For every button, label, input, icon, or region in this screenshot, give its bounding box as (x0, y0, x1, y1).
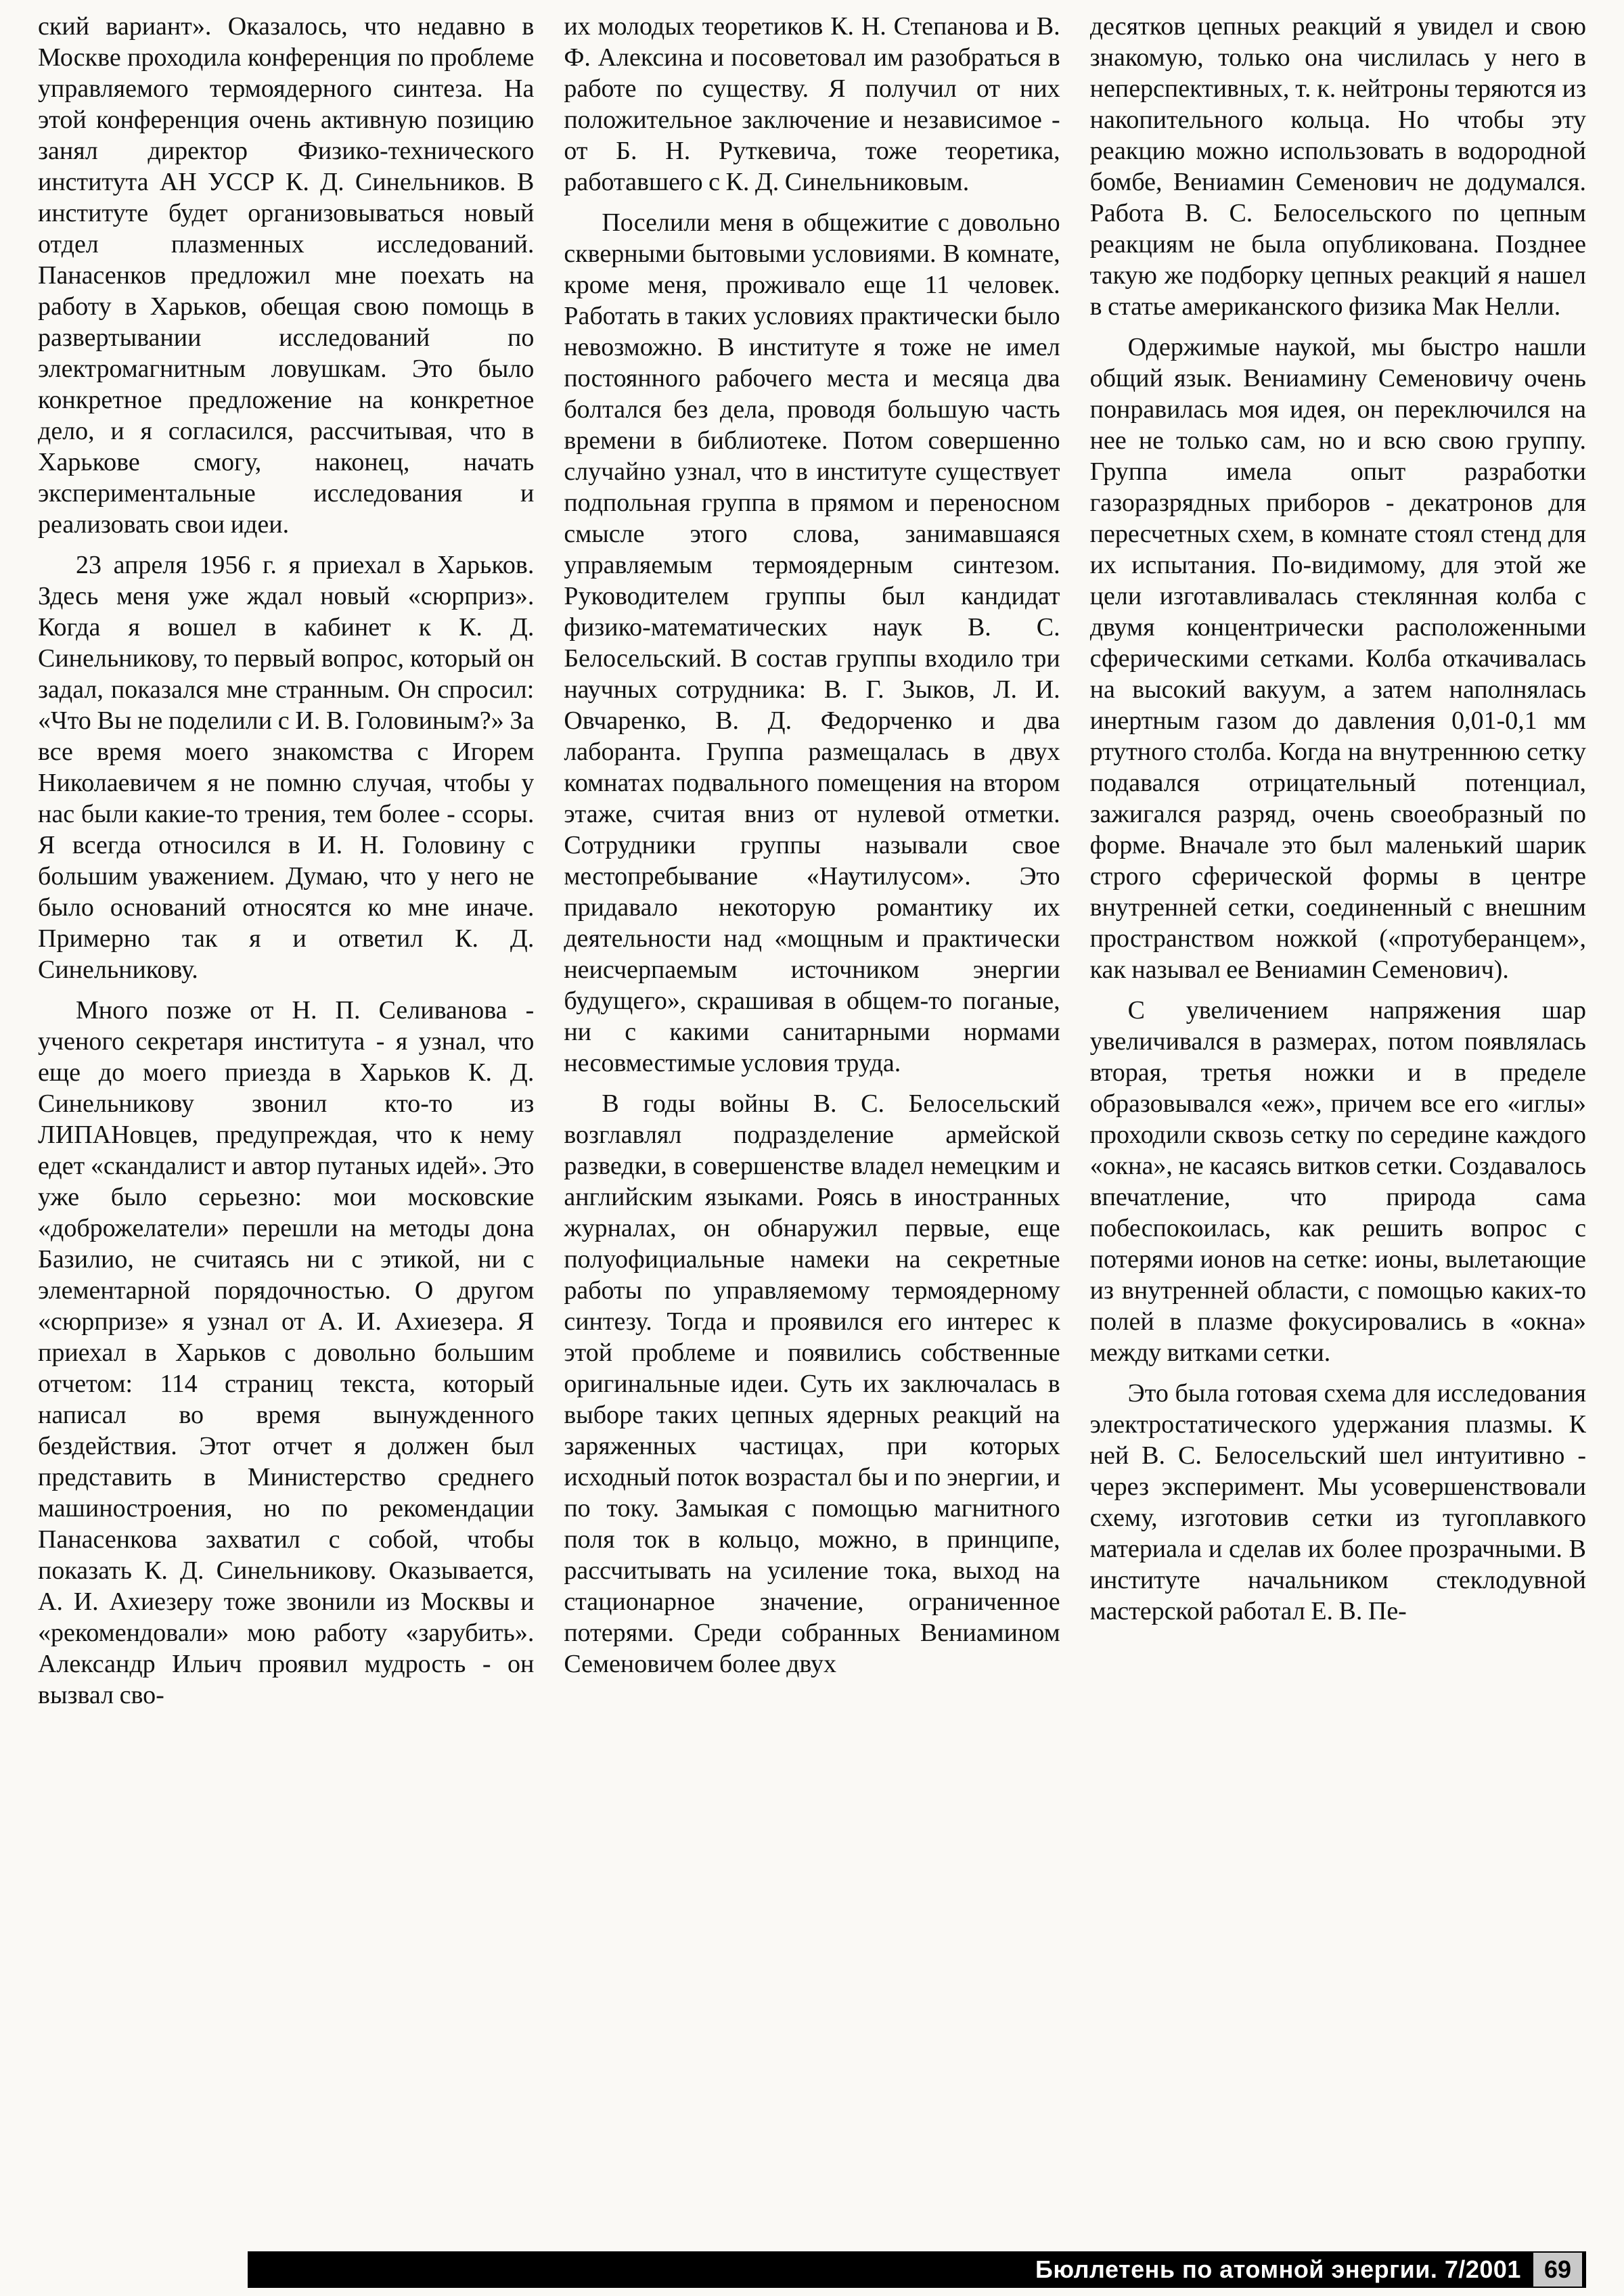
column-3 (1090, 11, 1586, 2241)
column-1 (38, 11, 534, 2241)
paragraph: десятков цепных реакций я увидел и свою знакомую, только она числилась у него в неперспективных, т. к. нейтроны теряются из накопительного кольца. Но чтобы эту реакцию можно использовать в водородной бомбе, Вениамин Семенович не додумался. Работа В. С. Белосельского по цепным реакциям не была опубликована. Позднее такую же подборку цепных реакций я нашел в статье американского физика Мак Нелли. (1089, 12, 1586, 321)
paragraph: ский вариант». Оказалось, что недавно в Москве проходила конференция по проблеме управляемого термоядерного синтеза. На этой конференция очень активную позицию занял директор Физико-технического института АН УССР К. Д. Синельников. В институте будет организовываться новый отдел плазменных исследований. Панасенков предложил мне поехать на работу в Харьков, обещая свою помощь в развертывании исследований по электромагнитным ловушкам. Это было конкретное предложение на конкретное дело, и я согласился, рассчитывая, что в Харькове смогу, наконец, начать экспериментальные исследования и реализовать свои идеи. (38, 12, 535, 539)
paragraph: Поселили меня в общежитие с довольно скверными бытовыми условиями. В комнате, кроме меня, проживало еще 11 человек. Работать в таких условиях практически было невозможно. В институте я тоже не имел постоянного рабочего места и месяца два болтался без дела, проводя большую часть времени в библиотеке. Потом совершенно случайно узнал, что в институте существует подпольная группа в прямом и переносном смысле этого слова, занимавшаяся управляемым термоядерным синтезом. Руководителем группы был кандидат физико-математических наук В. С. Белосельский. В состав группы входило три научных сотрудника: В. Г. Зыков, Л. И. Овчаренко, В. Д. Федорченко и два лаборанта. Группа размещалась в двух комнатах подвального помещения на втором этаже, считая вниз от нулевой отметки. Сотрудники группы называли свое местопребывание «Наутилусом». Это придавало некоторую романтику их деятельности над «мощным и практически неисчерпаемым источником энергии будущего», скрашивая в общем-то поганые, ни с какими санитарными нормами несовместимые условия труда. (564, 208, 1060, 1077)
paragraph: Одержимые наукой, мы быстро нашли общий язык. Вениамину Семеновичу очень понравилась моя идея, он переключился на нее не только сам, но и всю свою группу. Группа имела опыт разработки газоразрядных приборов - декатронов для пересчетных схем, в комнате стоял стенд для их испытания. По-видимому, для этой же цели изготавливалась стеклянная колба с двумя концентрически расположенными сферическими сетками. Колба откачивалась на высокий вакуум, а затем наполнялась инертным газом до давления 0,01-0,1 мм ртутного столба. Когда на внутреннюю сетку подавался отрицательный потенциал, зажигался разряд, очень своеобразный по форме. Вначале это был маленький шарик строго сферической формы в центре внутренней сетки, соединенный с внешним пространством ножкой («протуберанцем», как называл ее Вениамин Семенович). (1089, 333, 1586, 984)
paragraph: С увеличением напряжения шар увеличивался в размерах, потом появлялась вторая, третья ножки и в пределе образовывался «еж», причем все его «иглы» проходили сквозь сетку по середине каждого «окна», не касаясь витков сетки. Создавалось впечатление, что природа сама побеспокоилась, как решить вопрос с потерями ионов на сетке: ионы, вылетающие из внутренней области, с помощью каких-то полей в плазме фокусировались в «окна» между витками сетки. (1089, 996, 1586, 1367)
paragraph: Это была готовая схема для исследования электростатического удержания плазмы. К ней В. С. Белосельский шел интуитивно - через эксперимент. Мы усовершенствовали схему, изготовив сетки из тугоплавкого материала и сделав их более прозрачными. В институте начальником стеклодувной мастерской работал Е. В. Пе- (1089, 1379, 1586, 1625)
paragraph: их молодых теоретиков К. Н. Степанова и В. Ф. Алексина и посоветовал им разобраться в работе по существу. Я получил от них положительное заключение и независимое - от Б. Н. Руткевича, тоже теоретика, работавшего с К. Д. Синельниковым. (564, 12, 1060, 196)
paragraph: Много позже от Н. П. Селиванова - ученого секретаря института - я узнал, что еще до моего приезда в Харьков К. Д. Синельникову звонил кто-то из ЛИПАНовцев, предупреждая, что к нему едет «скандалист и автор путаных идей». Это уже было серьезно: мои московские «доброжелатели» перешли на методы дона Базилио, не считаясь ни с этикой, ни с элементарной порядочностью. О другом «сюрпризе» я узнал от А. И. Ахиезера. Я приехал в Харьков с довольно большим отчетом: 114 страниц текста, который написал во время вынужденного бездействия. Этот отчет я должен был представить в Министерство среднего машиностроения, но по рекомендации Панасенкова захватил с собой, чтобы показать К. Д. Синельникову. Оказывается, А. И. Ахиезеру тоже звонили из Москвы и «рекомендовали» мою работу «зарубить». Александр Ильич проявил мудрость - он вызвал сво- (38, 996, 535, 1709)
paragraph: В годы войны В. С. Белосельский возглавлял подразделение армейской разведки, в совершенстве владел немецким и английским языками. Роясь в иностранных журналах, он обнаружил первые, еще полуофициальные намеки на секретные работы по управляемому термоядерному синтезу. Тогда и проявился его интерес к этой проблеме и появились собственные оригинальные идеи. Суть их заключалась в выборе таких цепных ядерных реакций на заряженных частицах, при которых исходный поток возрастал бы и по энергии, и по току. Замыкая с помощью магнитного поля ток в кольцо, можно, в принципе, рассчитывать на усиление тока, выход на стационарное значение, ограниченное потерями. Среди собранных Вениамином Семеновичем более двух (564, 1089, 1060, 1678)
page-number: 69 (1533, 2253, 1582, 2286)
text-columns (38, 11, 1586, 2241)
column-2 (564, 11, 1060, 2241)
journal-title: Бюллетень по атомной энергии. 7/2001 (1035, 2255, 1521, 2283)
paragraph: 23 апреля 1956 г. я приехал в Харьков. Здесь меня уже ждал новый «сюрприз». Когда я вошел в кабинет к К. Д. Синельникову, то первый вопрос, который он задал, показался мне странным. Он спросил: «Что Вы не поделили с И. В. Головиным?» За все время моего знакомства с Игорем Николаевичем я не помню случая, чтобы у нас были какие-то трения, тем более - ссоры. Я всегда относился в И. Н. Головину с большим уважением. Думаю, что у него не было оснований относятся ко мне иначе. Примерно так я и ответил К. Д. Синельникову. (38, 551, 535, 984)
footer-bar (248, 2251, 1586, 2288)
